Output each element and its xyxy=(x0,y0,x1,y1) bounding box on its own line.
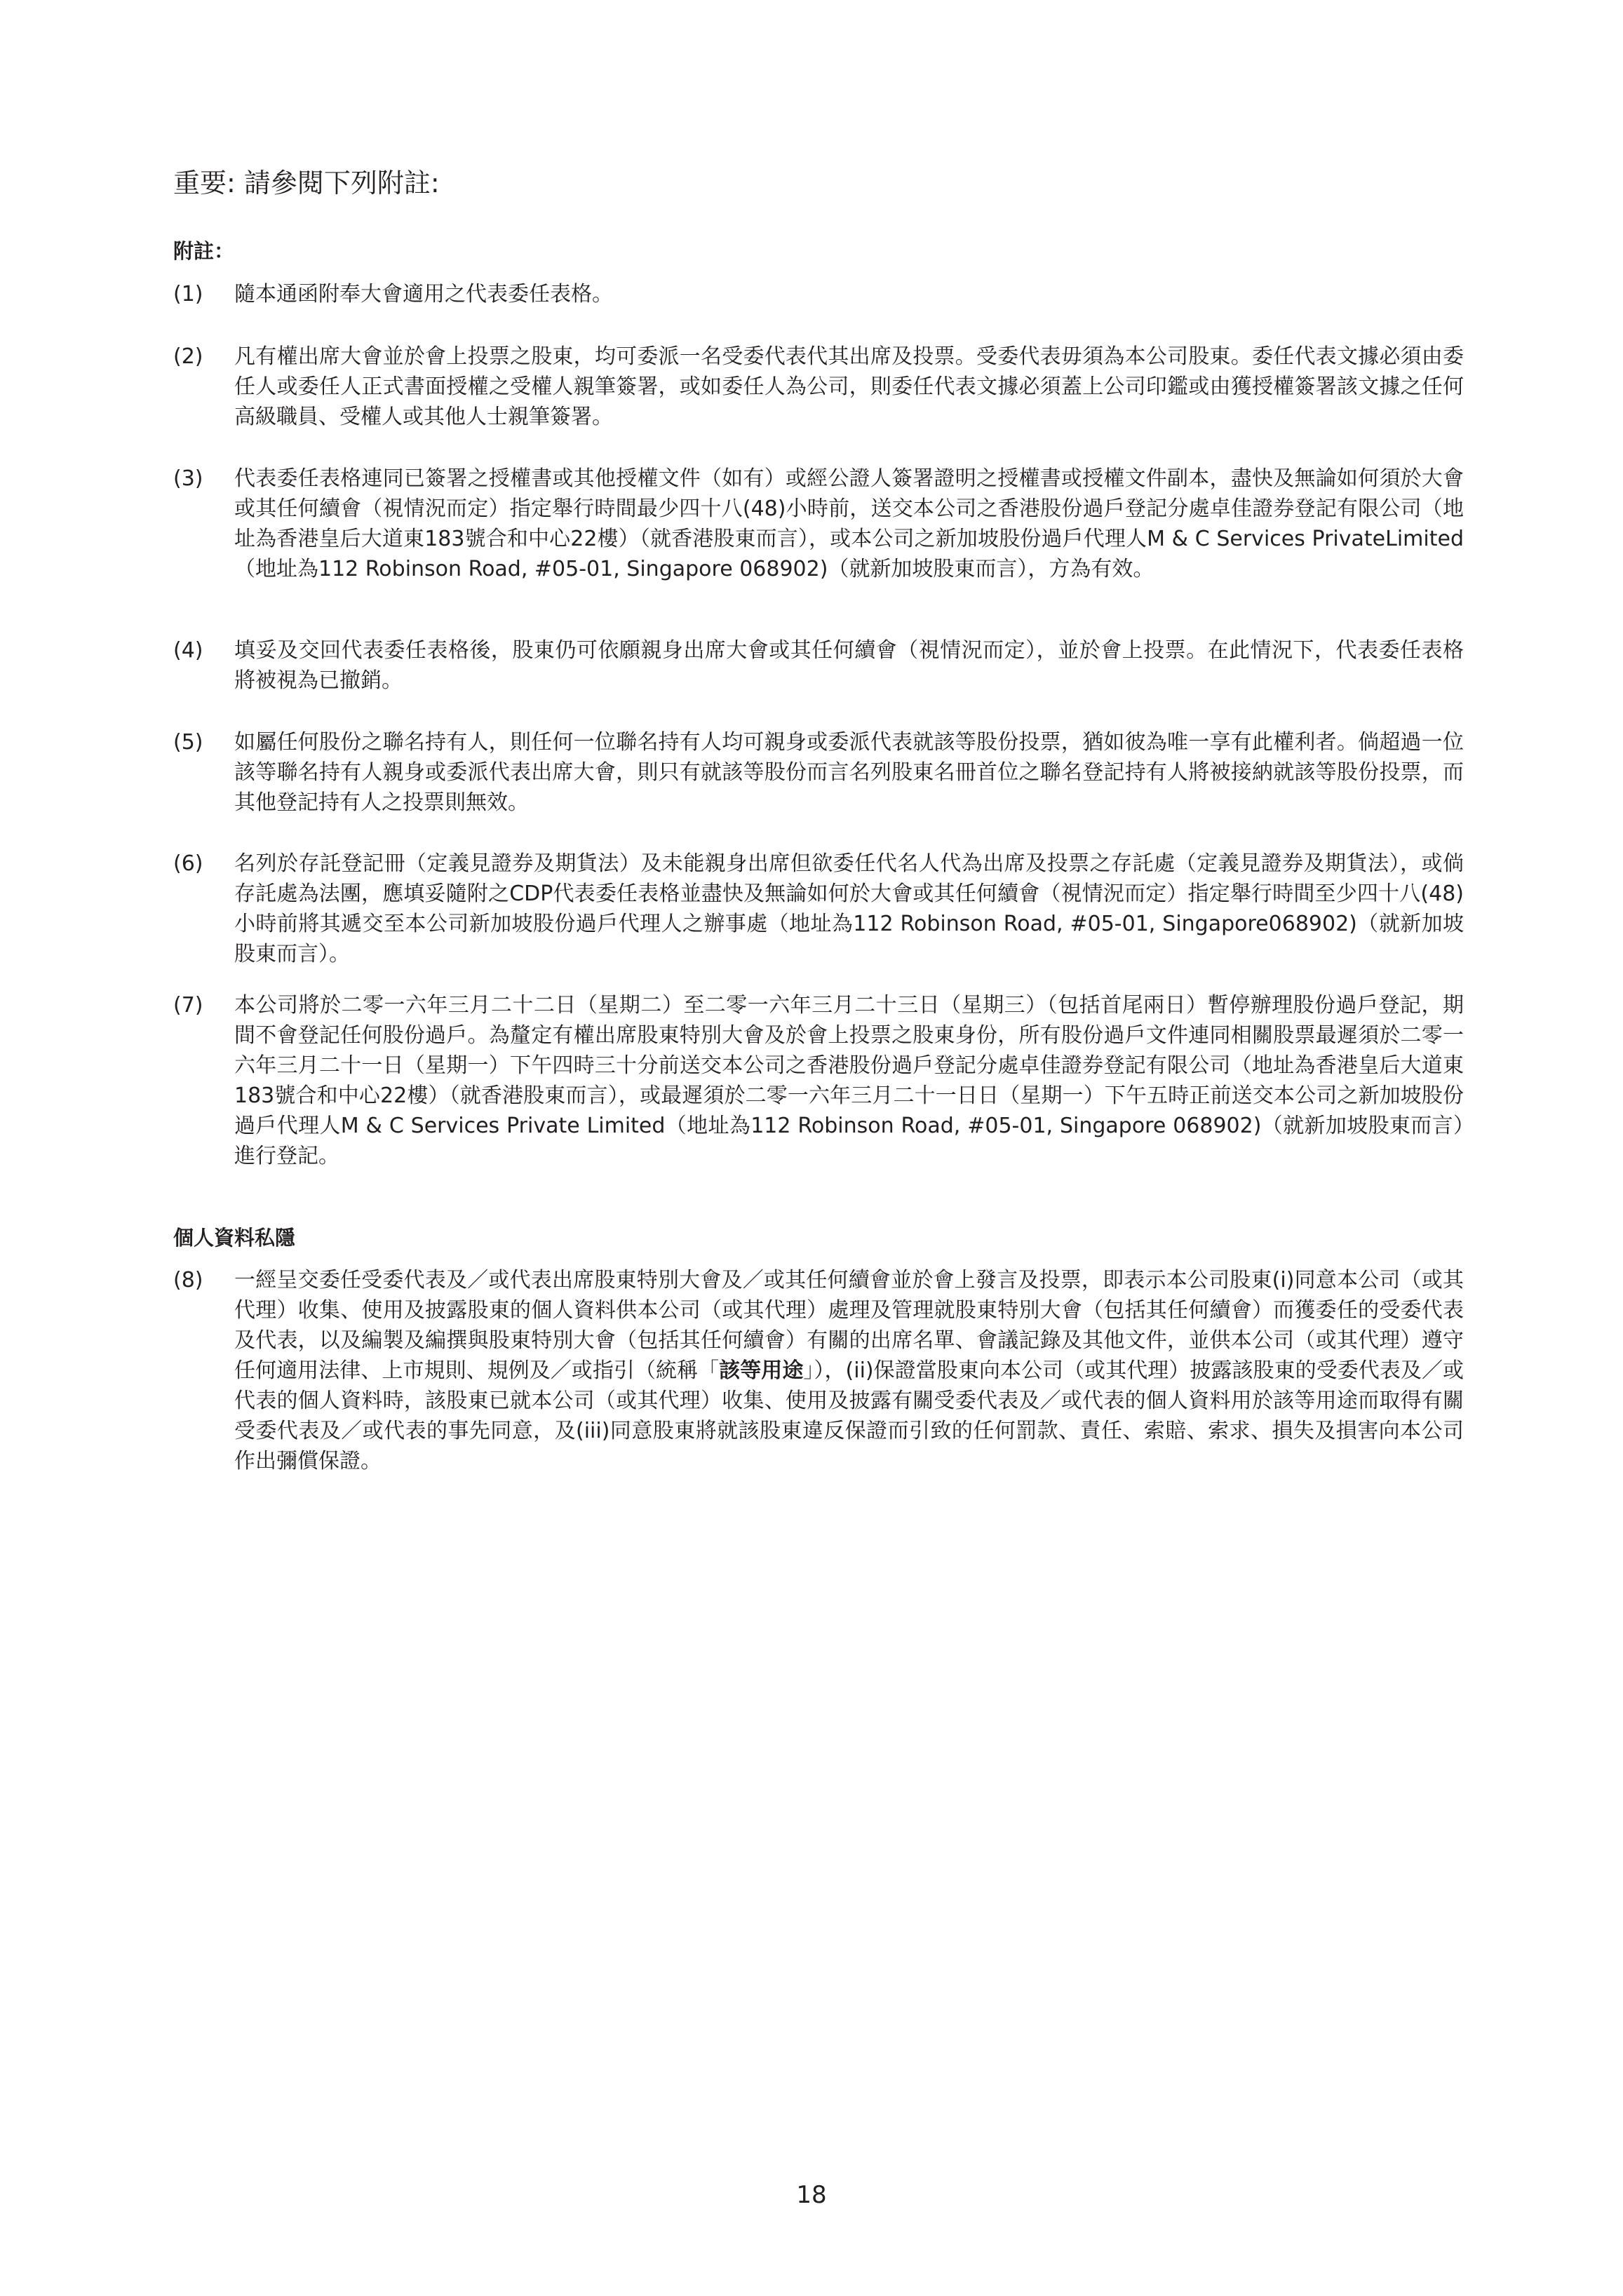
note-text-part: 」），(ii)保證當股東向本公司（或其代理）披露該股東的受委代表及／或代表的個人資料時，該股東已就本公司（或其代理）收集、使用及披露有關受委代表及／或代表的個人資料用於該等用途而取得有關受委代表及／或代表的事先同意，及(iii)同意股東將就該股東違反保證而引致的任何罰款、責任、索賠、索求、損失及損害向本公司作出彌償保證。 xyxy=(234,1358,1464,1473)
note-item xyxy=(173,849,1464,969)
note-number: (3) xyxy=(173,466,203,491)
note-item xyxy=(173,342,1464,432)
note-text xyxy=(234,1265,1464,1476)
note-number: (1) xyxy=(173,282,203,306)
note-text: 本公司將於二零一六年三月二十二日（星期二）至二零一六年三月二十三日（星期三）（包括首尾兩日）暫停辦理股份過戶登記，期間不會登記任何股份過戶。為釐定有權出席股東特別大會及於會上投票之股東身份，所有股份過戶文件連同相關股票最遲須於二零一六年三月二十一日（星期一）下午四時三十分前送交本公司之香港股份過戶登記分處卓佳證券登記有限公司（地址為香港皇后大道東183號合和中心22樓）（就香港股東而言），或最遲須於二零一六年三月二十一日日（星期一）下午五時正前送交本公司之新加坡股份過戶代理人M & C Services Private Limited（地址為112 Robinson Road, #05-01, Singapore 068902)（就新加坡股東而言）進行登記。 xyxy=(234,993,1464,1168)
defined-term: 該等用途 xyxy=(719,1358,804,1383)
note-number: (7) xyxy=(173,993,203,1018)
note-item xyxy=(173,990,1464,1171)
important-notice: 重要: 請參閱下列附註: xyxy=(173,168,440,198)
note-item xyxy=(173,635,1464,696)
note-number: (8) xyxy=(173,1268,203,1292)
note-number: (6) xyxy=(173,851,203,876)
note-number: (4) xyxy=(173,638,203,663)
note-text: 如屬任何股份之聯名持有人，則任何一位聯名持有人均可親身或委派代表就該等股份投票，猶如彼為唯一享有此權利者。倘超過一位該等聯名持有人親身或委派代表出席大會，則只有就該等股份而言名列股東名冊首位之聯名登記持有人將被接納就該等股份投票，而其他登記持有人之投票則無效。 xyxy=(234,730,1464,815)
page-number: 18 xyxy=(796,2181,827,2209)
note-item xyxy=(173,727,1464,818)
note-text: 名列於存託登記冊（定義見證券及期貨法）及未能親身出席但欲委任代名人代為出席及投票之存託處（定義見證券及期貨法），或倘存託處為法團，應填妥隨附之CDP代表委任表格並盡快及無論如何於大會或其任何續會（視情況而定）指定舉行時間至少四十八(48)小時前將其遞交至本公司新加坡股份過戶代理人之辦事處（地址為112 Robinson Road, #05-01, Singapore068902)（就新加坡股東而言）。 xyxy=(234,851,1464,966)
notes-heading: 附註： xyxy=(173,239,235,263)
note-text: 代表委任表格連同已簽署之授權書或其他授權文件（如有）或經公證人簽署證明之授權書或授權文件副本，盡快及無論如何須於大會或其任何續會（視情況而定）指定舉行時間最少四十八(48)小時前，送交本公司之香港股份過戶登記分處卓佳證券登記有限公司（地址為香港皇后大道東183號合和中心22樓）（就香港股東而言），或本公司之新加坡股份過戶代理人M & C Services PrivateLimited（地址為112 Robinson Road, #05-01, Singapore 068902)（就新加坡股東而言），方為有效。 xyxy=(234,466,1464,581)
note-number: (2) xyxy=(173,344,203,369)
privacy-heading: 個人資料私隱 xyxy=(173,1226,296,1250)
note-number: (5) xyxy=(173,730,203,755)
note-text: 凡有權出席大會並於會上投票之股東，均可委派一名受委代表代其出席及投票。受委代表毋須為本公司股東。委任代表文據必須由委任人或委任人正式書面授權之受權人親筆簽署，或如委任人為公司，則委任代表文據必須蓋上公司印鑑或由獲授權簽署該文據之任何高級職員、受權人或其他人士親筆簽署。 xyxy=(234,344,1464,429)
note-text-part: 一經呈交委任受委代表及／或代表出席股東特別大會及／或其任何續會並於會上發言及投票，即表示本公司股東(i)同意本公司（或其代理）收集、使用及披露股東的個人資料供本公司（或其代理）處理及管理就股東特別大會（包括其任何續會）而獲委任的受委代表及代表，以及編製及編撰與股東特別大會（包括其任何續會）有關的出席名單、會議記錄及其他文件，並供本公司（或其代理）遵守任何適用法律、上市規則、規例及／或指引（統稱「 xyxy=(234,1268,1464,1383)
note-item xyxy=(173,464,1464,584)
note-item xyxy=(173,279,1464,309)
note-text: 隨本通函附奉大會適用之代表委任表格。 xyxy=(234,282,613,306)
note-item xyxy=(173,1265,1464,1476)
note-text: 填妥及交回代表委任表格後，股東仍可依願親身出席大會或其任何續會（視情況而定），並於會上投票。在此情況下，代表委任表格將被視為已撤銷。 xyxy=(234,638,1464,693)
